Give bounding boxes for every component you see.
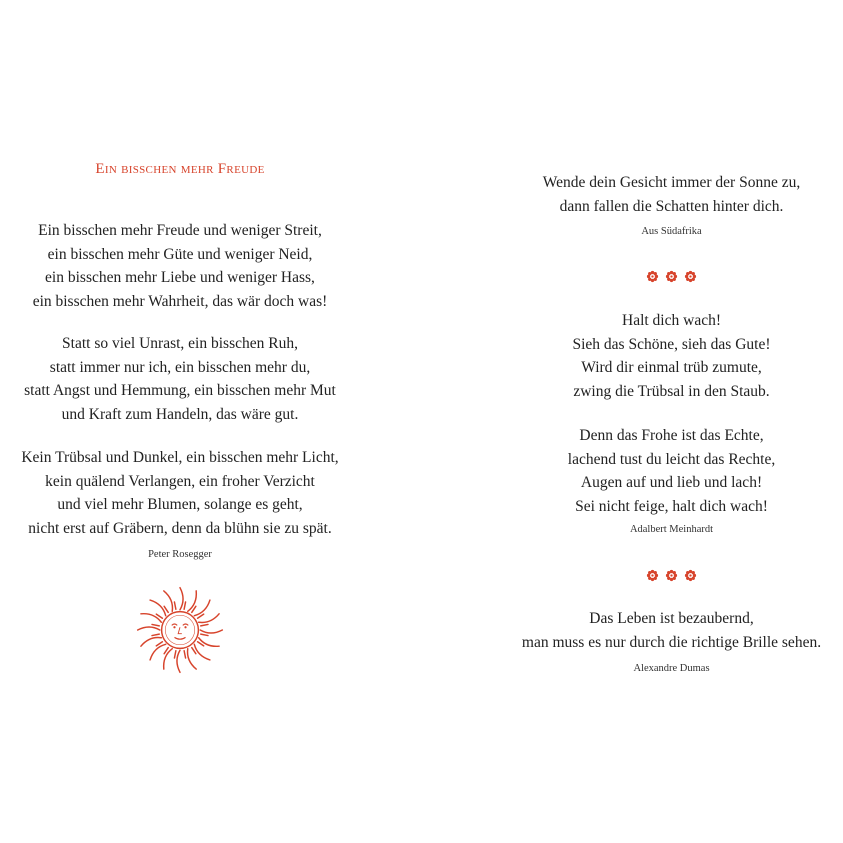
- poem-title: Ein bisschen mehr Freude: [95, 161, 265, 177]
- poem-line: zwing die Trübsal in den Staub.: [573, 382, 770, 400]
- flower-icon: [684, 270, 697, 283]
- poem-line: lachend tust du leicht das Rechte,: [567, 450, 776, 468]
- quote-dumas: [500, 607, 843, 654]
- stanza-2: [0, 332, 360, 426]
- poem-line: statt Angst und Hemmung, ein bisschen mehr Mut: [24, 382, 336, 399]
- quote-line: Das Leben ist bezaubernd,: [589, 610, 754, 627]
- poem-line: Sei nicht feige, halt dich wach!: [575, 497, 768, 515]
- stanza-3: [0, 446, 360, 540]
- quote-line: Wende dein Gesicht immer der Sonne zu,: [542, 174, 801, 191]
- stanza-1: [0, 219, 360, 313]
- quote-line: man muss es nur durch die richtige Brille sehen.: [521, 633, 822, 651]
- poem-line: Statt so viel Unrast, ein bisschen Ruh,: [62, 335, 298, 352]
- poem-line: ein bisschen mehr Wahrheit, das wär doch was!: [32, 292, 328, 310]
- flower-icon: [646, 270, 659, 283]
- quote-line: dann fallen die Schatten hinter dich.: [559, 197, 784, 215]
- poem-line: ein bisschen mehr Güte und weniger Neid,: [47, 245, 313, 263]
- sun-face-icon: [134, 584, 226, 676]
- poem-line: Kein Trübsal und Dunkel, ein bisschen mehr Licht,: [21, 449, 339, 466]
- stanza-2: [500, 424, 843, 518]
- flower-icon: [665, 270, 678, 283]
- poem-line: Denn das Frohe ist das Echte,: [579, 427, 764, 444]
- author-adalbert-meinhardt: Adalbert Meinhardt: [629, 524, 714, 535]
- author-peter-rosegger: Peter Rosegger: [148, 549, 212, 560]
- poem-line: statt immer nur ich, ein bisschen mehr du,: [49, 358, 311, 376]
- poem-line: Ein bisschen mehr Freude und weniger Streit,: [38, 222, 322, 239]
- divider-ornament: [500, 569, 843, 582]
- author-aus-suedafrika: Aus Südafrika: [641, 226, 702, 237]
- flower-icon: [646, 569, 659, 582]
- flower-icon: [684, 569, 697, 582]
- quote-south-africa: [500, 171, 843, 218]
- stanza-1: [500, 309, 843, 403]
- author-alexandre-dumas: Alexandre Dumas: [633, 663, 710, 674]
- poem-line: und viel mehr Blumen, solange es geht,: [57, 496, 303, 513]
- poem-line: Halt dich wach!: [622, 312, 721, 329]
- divider-ornament: [500, 270, 843, 283]
- poem-line: nicht erst auf Gräbern, denn da blühn sie zu spät.: [28, 519, 332, 537]
- right-page: [500, 0, 843, 843]
- poem-line: ein bisschen mehr Liebe und weniger Hass,: [45, 269, 315, 286]
- poem-line: Augen auf und lieb und lach!: [580, 474, 763, 491]
- flower-icon: [665, 569, 678, 582]
- poem-line: Sieh das Schöne, sieh das Gute!: [572, 335, 771, 353]
- poem-line: kein quälend Verlangen, ein froher Verzicht: [45, 472, 315, 490]
- left-page: [0, 0, 360, 843]
- poem-line: Wird dir einmal trüb zumute,: [581, 359, 762, 376]
- poem-line: und Kraft zum Handeln, das wäre gut.: [61, 405, 299, 423]
